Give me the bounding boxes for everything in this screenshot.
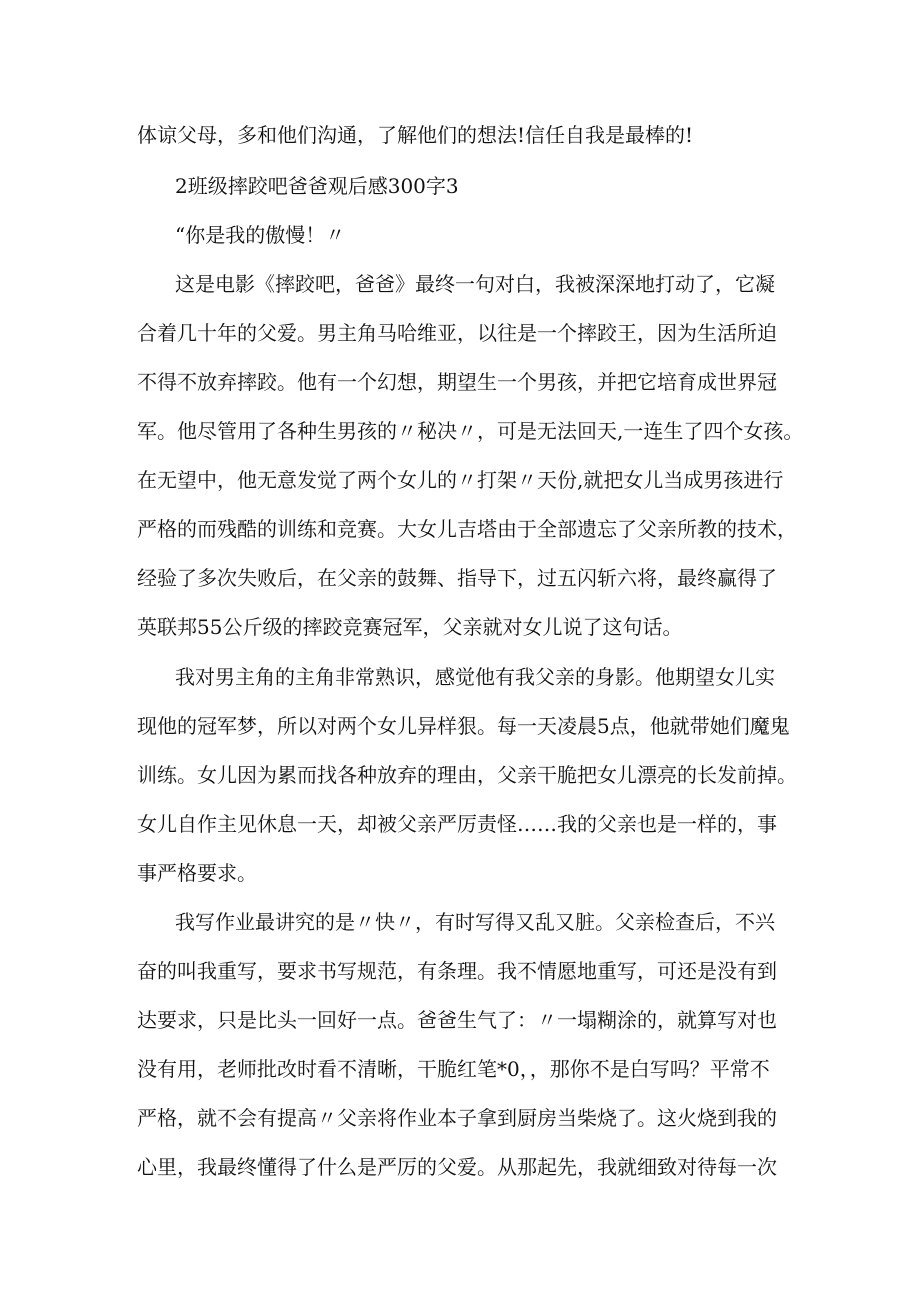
line-text: 英联邦55公斤级的摔跤竞赛冠军，父亲就对女儿说了这句话。 — [137, 615, 683, 639]
line-text: 心里，我最终懂得了什么是严厉的父爱。从那起先，我就细致对待每一次 — [137, 1155, 777, 1179]
text-line — [0, 1006, 920, 1034]
text-line — [0, 663, 920, 691]
line-text: 在无望中，他无意发觉了两个女儿的〃打架〃天份,就把女儿当成男孩进行 — [137, 468, 784, 492]
line-text: 体谅父母，多和他们沟通，了解他们的想法!信任自我是最棒的! — [137, 123, 694, 147]
line-text: 奋的叫我重写，要求书写规范，有条理。我不情愿地重写，可还是没有到 — [137, 959, 777, 983]
text-line — [0, 319, 920, 347]
text-line — [0, 417, 920, 445]
line-text: “你是我的傲慢！〃 — [175, 223, 346, 247]
line-text: 我写作业最讲究的是〃快〃，有时写得又乱又脏。父亲检查后，不兴 — [175, 910, 775, 934]
text-line — [0, 121, 920, 149]
text-line — [0, 859, 920, 887]
text-line — [0, 368, 920, 396]
text-line — [0, 613, 920, 641]
text-line — [0, 221, 920, 249]
line-text: 合着几十年的父爱。男主角马哈维亚，以往是一个摔跤王，因为生活所迫 — [137, 321, 777, 345]
text-line — [0, 761, 920, 789]
line-text: 训练。女儿因为累而找各种放弃的理由，父亲干脆把女儿漂亮的长发前掉。 — [137, 763, 797, 787]
line-text: 不得不放弃摔跤。他有一个幻想，期望生一个男孩，并把它培育成世界冠 — [137, 370, 777, 394]
heading-text: 2班级摔跤吧爸爸观后感300字3 — [175, 174, 459, 198]
line-text: 严格，就不会有提高〃父亲将作业本子拿到厨房当柴烧了。这火烧到我的 — [137, 1106, 777, 1130]
text-line — [0, 810, 920, 838]
line-text: 女儿自作主见休息一天，却被父亲严厉责怪……我的父亲也是一样的，事 — [137, 812, 777, 836]
section-heading — [0, 172, 920, 200]
line-text: 我对男主角的主角非常熟识，感觉他有我父亲的身影。他期望女儿实 — [175, 665, 775, 689]
text-line — [0, 957, 920, 985]
text-line — [0, 270, 920, 298]
text-line — [0, 1153, 920, 1181]
line-text: 经验了多次失败后，在父亲的鼓舞、指导下，过五闪斩六将，最终赢得了 — [137, 566, 777, 590]
text-line — [0, 466, 920, 494]
text-line — [0, 908, 920, 936]
text-line — [0, 515, 920, 543]
line-text: 严格的而残酷的训练和竞赛。大女儿吉塔由于全部遗忘了父亲所教的技术， — [137, 517, 797, 541]
text-line — [0, 1104, 920, 1132]
line-text: 事严格要求。 — [137, 861, 257, 885]
text-line — [0, 712, 920, 740]
text-line — [0, 1055, 920, 1083]
line-text: 军。他尽管用了各种生男孩的〃秘决〃，可是无法回天,一连生了四个女孩。 — [137, 419, 804, 443]
line-text: 达要求，只是比头一回好一点。爸爸生气了：〃一塌糊涂的，就算写对也 — [137, 1008, 777, 1032]
line-text: 这是电影《摔跤吧，爸爸》最终一句对白，我被深深地打动了，它凝 — [175, 272, 775, 296]
line-text: 现他的冠军梦，所以对两个女儿异样狠。每一天凌晨5点，他就带她们魔鬼 — [137, 714, 790, 738]
line-text: 没有用，老师批改时看不清晰，干脆红笔*0，，那你不是白写吗？平常不 — [137, 1057, 770, 1081]
text-line — [0, 564, 920, 592]
